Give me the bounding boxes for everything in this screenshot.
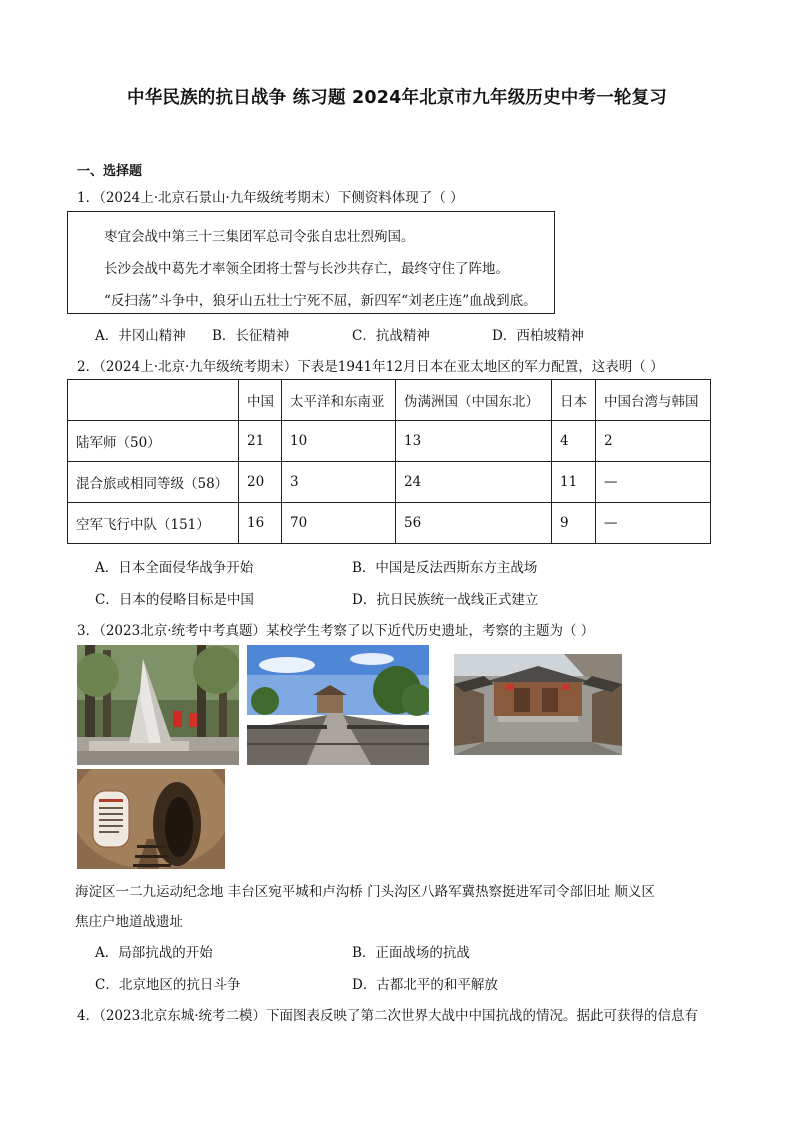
q2-option-c[interactable]: C．日本的侵略目标是中国 [95,592,254,608]
material-line-1: 枣宜会战中第三十三集团军总司令张自忠壮烈殉国。 [104,229,415,245]
table-row [68,421,711,462]
lugou-bridge-photo [247,645,429,765]
q3-option-d[interactable]: D．古都北平的和平解放 [352,977,498,993]
table-cell: 21 [239,421,282,462]
question-4-stem: 4．（2023北京东城·统考二模）下面图表反映了第二次世界大战中中国抗战的情况。据此可获得的信息有 [77,1008,698,1024]
table-cell: 24 [396,462,552,503]
q2-option-d[interactable]: D．抗日民族统一战线正式建立 [352,592,539,608]
table-cell: — [596,503,711,544]
q3-option-b[interactable]: B．正面战场的抗战 [352,945,470,961]
table-header-cell: 中国 [239,380,282,421]
table-cell: 9 [552,503,596,544]
page-title: 中华民族的抗日战争 练习题 2024年北京市九年级历史中考一轮复习 [127,88,667,108]
table-cell: 16 [239,503,282,544]
table-cell: 混合旅或相同等级（58） [68,462,239,503]
table-cell: 11 [552,462,596,503]
q1-option-a[interactable]: A．井冈山精神 [95,328,186,344]
table-cell: 10 [282,421,396,462]
memorial-monument-photo [77,645,239,765]
q3-option-c[interactable]: C．北京地区的抗日斗争 [95,977,241,993]
table-cell: 陆军师（50） [68,421,239,462]
q1-option-b[interactable]: B．长征精神 [212,328,290,344]
photo-caption-line-1: 海淀区一二九运动纪念地 丰台区宛平城和卢沟桥 门头沟区八路军冀热察挺进军司令部旧址 顺义区 [75,884,655,900]
table-cell: 空军飞行中队（151） [68,503,239,544]
material-line-2: 长沙会战中葛先才率领全团将士誓与长沙共存亡，最终守住了阵地。 [104,261,509,277]
table-cell: 2 [596,421,711,462]
question-3-stem: 3．（2023北京·统考中考真题）某校学生考察了以下近代历史遗址，考察的主题为（ ） [77,623,595,639]
q3-option-a[interactable]: A．局部抗战的开始 [95,945,213,961]
table-header-cell: 太平洋和东南亚 [282,380,396,421]
table-row [68,503,711,544]
table-header-cell [68,380,239,421]
table-cell: — [596,462,711,503]
table-cell: 4 [552,421,596,462]
material-line-3: “反扫荡”斗争中，狼牙山五壮士宁死不屈，新四军“刘老庄连”血战到底。 [104,293,537,309]
table-cell: 3 [282,462,396,503]
table-header-cell: 中国台湾与韩国 [596,380,711,421]
question-1-stem: 1．（2024上·北京石景山·九年级统考期末）下侧资料体现了（ ） [77,190,464,206]
tunnel-warfare-photo [77,769,225,869]
q2-option-a[interactable]: A．日本全面侵华战争开始 [95,560,254,576]
headquarters-courtyard-photo [454,654,622,755]
table-cell: 56 [396,503,552,544]
question-2-stem: 2．（2024上·北京·九年级统考期末）下表是1941年12月日本在亚太地区的军力配置，这表明（ ） [77,359,664,375]
table-cell: 13 [396,421,552,462]
military-deployment-table [67,379,711,544]
table-row [68,462,711,503]
table-cell: 70 [282,503,396,544]
q2-option-b[interactable]: B．中国是反法西斯东方主战场 [352,560,538,576]
question-1-material-box [67,211,555,314]
table-header-cell: 日本 [552,380,596,421]
photo-caption-line-2: 焦庄户地道战遗址 [75,914,183,930]
q1-option-d[interactable]: D．西柏坡精神 [492,328,584,344]
table-cell: 20 [239,462,282,503]
section-heading: 一、选择题 [77,164,143,179]
table-header-cell: 伪满洲国（中国东北） [396,380,552,421]
q1-option-c[interactable]: C．抗战精神 [352,328,430,344]
table-header-row [68,380,711,421]
